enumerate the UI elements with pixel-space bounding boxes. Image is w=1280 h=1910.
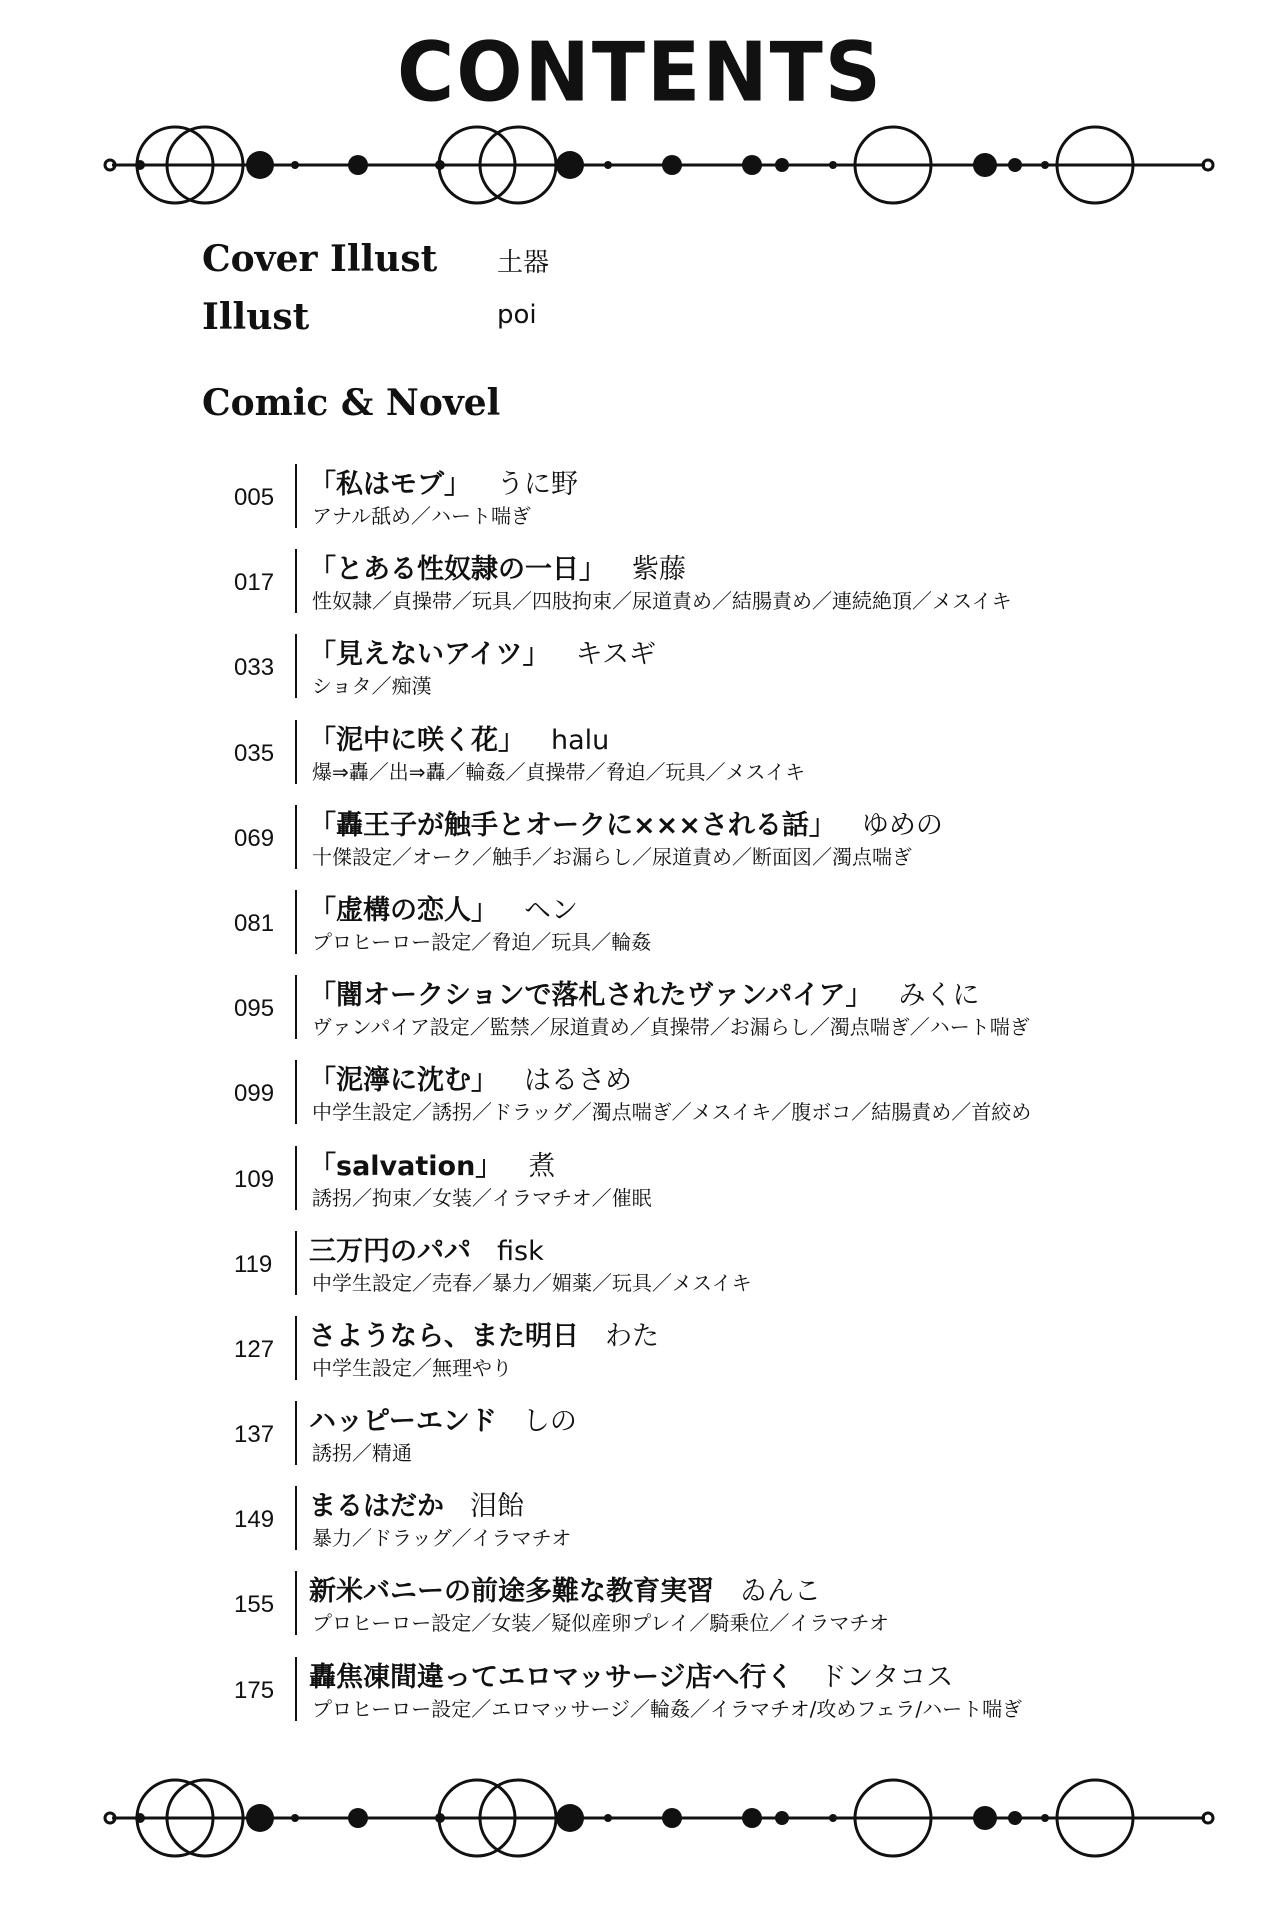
entry-author: 紫藤 xyxy=(632,554,686,586)
entry-title: 「泥中に咲く花」 xyxy=(309,724,525,756)
divider xyxy=(295,634,297,698)
entry-title: 「虚構の恋人」 xyxy=(309,894,498,926)
page-number: 035 xyxy=(234,739,275,767)
entry-title: まるはだか xyxy=(309,1491,444,1523)
entry-title: 「salvation」 xyxy=(309,1150,503,1182)
credit-value-cover: 土器 xyxy=(497,248,550,278)
entry-title: 轟焦凍間違ってエロマッサージ店へ行く xyxy=(309,1661,794,1693)
entry-title-line xyxy=(309,888,578,927)
entry-tags: 性奴隷／貞操帯／玩具／四肢拘束／尿道責め／結腸責め／連続絶頂／メスイキ xyxy=(312,589,1012,614)
page-number: 109 xyxy=(234,1165,275,1193)
page-number: 069 xyxy=(234,824,275,852)
contents-entry xyxy=(0,718,1280,803)
divider xyxy=(295,1146,297,1210)
page-number: 119 xyxy=(234,1250,273,1278)
entry-author: はるさめ xyxy=(524,1065,632,1097)
divider xyxy=(295,1571,297,1635)
entry-tags: 中学生設定／誘拐／ドラッグ／濁点喘ぎ／メスイキ／腹ボコ／結腸責め／首絞め xyxy=(312,1100,1032,1125)
page-number: 081 xyxy=(234,909,275,937)
entry-tags: ショタ／痴漢 xyxy=(312,674,432,699)
entry-title-line xyxy=(309,1144,555,1183)
page-number: 033 xyxy=(234,654,275,682)
contents-entry xyxy=(0,632,1280,717)
contents-entry xyxy=(0,547,1280,632)
contents-entry xyxy=(0,1569,1280,1654)
top-ornament xyxy=(0,110,1280,220)
entry-title-line xyxy=(309,1484,524,1523)
contents-list xyxy=(0,462,1280,1740)
entry-tags: 中学生設定／無理やり xyxy=(312,1355,512,1380)
entry-tags: 暴力／ドラッグ／イラマチオ xyxy=(312,1526,572,1551)
entry-author: ドンタコス xyxy=(819,1661,954,1693)
bottom-ornament xyxy=(0,1763,1280,1873)
contents-entry xyxy=(0,1655,1280,1740)
contents-entry xyxy=(0,1484,1280,1569)
entry-title-line xyxy=(309,718,609,757)
entry-tags: 十傑設定／オーク／触手／お漏らし／尿道責め／断面図／濁点喘ぎ xyxy=(312,844,912,869)
entry-author: ヘン xyxy=(524,894,578,926)
entry-title-line xyxy=(309,547,686,586)
entry-title-line xyxy=(309,1314,659,1353)
page-number: 095 xyxy=(234,995,275,1023)
entry-title-line xyxy=(309,973,980,1012)
page-number: 127 xyxy=(234,1335,275,1363)
entry-title: 「私はモブ」 xyxy=(309,469,471,500)
page-number: 005 xyxy=(234,484,275,511)
entry-tags: 誘拐／拘束／女装／イラマチオ／催眠 xyxy=(312,1185,652,1210)
divider xyxy=(295,1401,297,1465)
entry-tags: プロヒーロー設定／脅迫／玩具／輪姦 xyxy=(312,929,652,954)
divider xyxy=(295,975,297,1039)
page-title: CONTENTS xyxy=(397,25,883,121)
entry-title: さようなら、また明日 xyxy=(309,1320,579,1352)
entry-title-line xyxy=(309,1399,577,1438)
credit-label-illust: Illust xyxy=(202,296,310,338)
entry-tags: アナル舐め／ハート喘ぎ xyxy=(312,504,531,528)
contents-entry xyxy=(0,888,1280,973)
entry-title-line xyxy=(309,803,943,842)
entry-title: ハッピーエンド xyxy=(309,1406,497,1438)
divider xyxy=(295,1060,297,1124)
entry-author: しの xyxy=(522,1406,577,1438)
credit-value-illust: poi xyxy=(497,300,537,330)
divider xyxy=(295,1657,297,1721)
page-number: 017 xyxy=(234,569,275,597)
page-number: 175 xyxy=(234,1676,275,1704)
entry-author: ゐんこ xyxy=(740,1576,821,1608)
entry-title: 「闇オークションで落札されたヴァンパイア」 xyxy=(309,980,873,1012)
entry-author: わた xyxy=(605,1320,659,1352)
page-number: 137 xyxy=(234,1421,275,1449)
divider xyxy=(295,464,297,528)
divider xyxy=(295,890,297,954)
entry-title-line xyxy=(309,632,656,671)
divider xyxy=(295,720,297,784)
divider xyxy=(295,549,297,613)
entry-author: うに野 xyxy=(497,469,578,500)
contents-entry xyxy=(0,462,1280,547)
entry-tags: 爆⇒轟／出⇒轟／輪姦／貞操帯／脅迫／玩具／メスイキ xyxy=(312,759,806,784)
credit-label-cover: Cover Illust xyxy=(202,238,438,280)
entry-tags: プロヒーロー設定／エロマッサージ／輪姦／イラマチオ/攻めフェラ/ハート喘ぎ xyxy=(312,1696,1023,1721)
contents-entry xyxy=(0,803,1280,888)
entry-title: 「とある性奴隷の一日」 xyxy=(309,554,606,586)
page-number: 099 xyxy=(234,1080,275,1108)
divider xyxy=(295,1486,297,1550)
entry-title: 新米バニーの前途多難な教育実習 xyxy=(309,1576,714,1608)
entry-tags: プロヒーロー設定／女装／疑似産卵プレイ／騎乗位／イラマチオ xyxy=(312,1611,889,1636)
entry-title-line xyxy=(309,1569,821,1608)
page-number: 155 xyxy=(234,1591,275,1619)
divider xyxy=(295,1231,297,1295)
entry-tags: ヴァンパイア設定／監禁／尿道責め／貞操帯／お漏らし／濁点喘ぎ／ハート喘ぎ xyxy=(312,1015,1030,1040)
entry-author: 煮 xyxy=(528,1150,556,1182)
entry-author: キスギ xyxy=(575,639,657,671)
entry-tags: 中学生設定／売春／暴力／媚薬／玩具／メスイキ xyxy=(312,1270,752,1295)
contents-entry xyxy=(0,1229,1280,1314)
contents-entry xyxy=(0,1399,1280,1484)
entry-title-line xyxy=(309,1655,953,1694)
entry-author: halu xyxy=(551,724,610,756)
section-heading: Comic & Novel xyxy=(202,382,501,424)
entry-title: 「見えないアイツ」 xyxy=(309,639,550,671)
contents-entry xyxy=(0,973,1280,1058)
page-number: 149 xyxy=(234,1506,275,1534)
entry-title-line xyxy=(309,1229,544,1268)
entry-author: ゆめの xyxy=(861,809,943,841)
entry-title: 三万円のパパ xyxy=(309,1235,471,1267)
entry-tags: 誘拐／精通 xyxy=(312,1441,412,1466)
entry-author: みくに xyxy=(898,980,980,1012)
divider xyxy=(295,805,297,869)
entry-title-line xyxy=(309,462,578,501)
contents-entry xyxy=(0,1144,1280,1229)
entry-title: 「泥濘に沈む」 xyxy=(309,1065,498,1097)
entry-author: 泪飴 xyxy=(470,1491,524,1523)
divider xyxy=(295,1316,297,1380)
contents-entry xyxy=(0,1314,1280,1399)
contents-entry xyxy=(0,1058,1280,1143)
entry-title: 「轟王子が触手とオークに×××される話」 xyxy=(309,809,836,841)
entry-title-line xyxy=(309,1058,632,1097)
entry-author: fisk xyxy=(497,1235,544,1267)
